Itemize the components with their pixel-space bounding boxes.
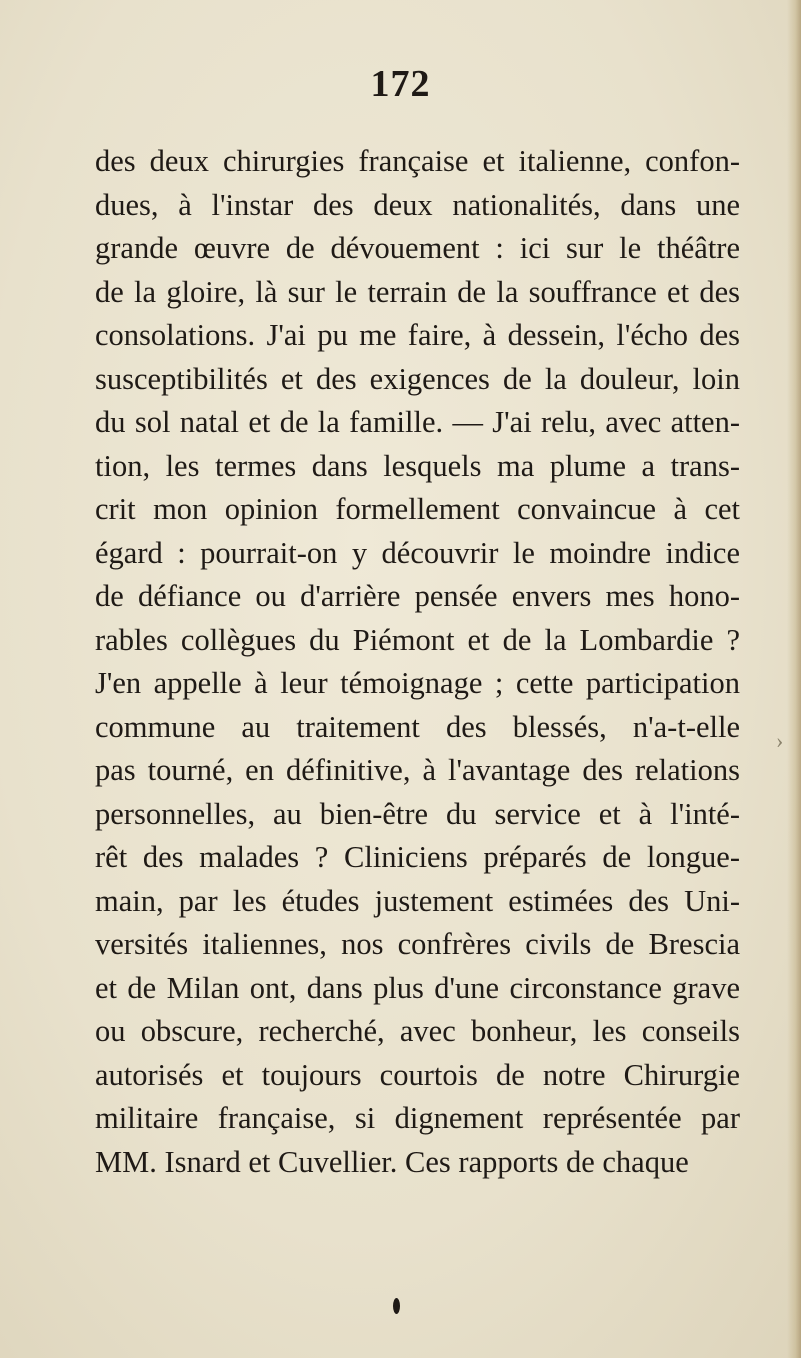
text-line: des deux chirurgies française et italienne, confon- <box>95 144 740 178</box>
text-line: commune au traitement des blessés, n'a-t-elle <box>95 709 740 744</box>
text-line: versités italiennes, nos confrères civils de Brescia <box>95 927 740 961</box>
text-line: pas tourné, en définitive, à l'avantage des relations <box>95 753 740 787</box>
text-line: égard : pourrait-on y découvrir le moindre indice <box>95 535 740 570</box>
text-line: MM. Isnard et Cuvellier. Ces rapports de chaque <box>95 1144 689 1179</box>
text-line: autorisés et toujours courtois de notre Chirurgie <box>95 1057 740 1092</box>
text-line: de défiance ou d'arrière pensée envers mes hono- <box>95 579 740 613</box>
text-line: militaire française, si dignement représentée par <box>95 1101 740 1135</box>
text-line: personnelles, au bien-être du service et à l'inté- <box>95 796 740 831</box>
ink-speck <box>393 1298 400 1314</box>
text-line: main, par les études justement estimées des Uni- <box>95 883 740 918</box>
text-line: grande œuvre de dévouement : ici sur le théâtre <box>95 231 740 265</box>
body-text <box>95 140 740 1184</box>
page-edge-shadow <box>787 0 801 1358</box>
text-line: J'en appelle à leur témoignage ; cette participation <box>95 666 740 700</box>
text-line: susceptibilités et des exigences de la douleur, loin <box>95 361 740 396</box>
text-line: crit mon opinion formellement convaincue à cet <box>95 492 740 526</box>
text-line: dues, à l'instar des deux nationalités, dans une <box>95 187 740 222</box>
text-line: de la gloire, là sur le terrain de la souffrance et des <box>95 274 740 309</box>
text-line: rêt des malades ? Cliniciens préparés de longue- <box>95 840 740 874</box>
text-line: ou obscure, recherché, avec bonheur, les conseils <box>95 1014 740 1048</box>
text-line: et de Milan ont, dans plus d'une circonstance grave <box>95 970 740 1005</box>
text-line: du sol natal et de la famille. — J'ai relu, avec atten- <box>95 405 740 439</box>
text-line: consolations. J'ai pu me faire, à dessein, l'écho des <box>95 318 740 352</box>
page-number: 172 <box>370 63 431 105</box>
text-line: rables collègues du Piémont et de la Lombardie ? <box>95 622 740 657</box>
text-line: tion, les termes dans lesquels ma plume a trans- <box>95 448 740 483</box>
margin-mark: › <box>776 728 784 753</box>
